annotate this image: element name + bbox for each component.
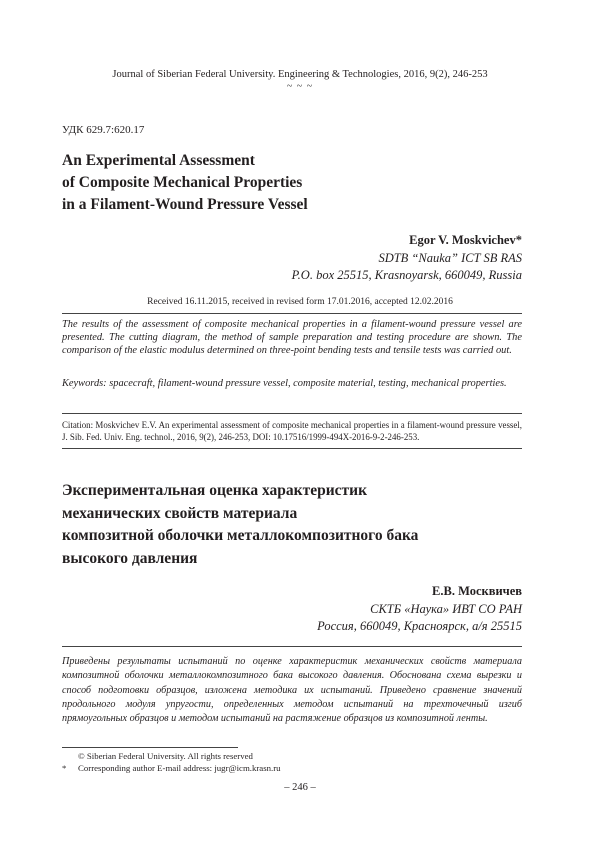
footnote-mark [62, 751, 78, 763]
title-ru-line: механических свойств материала [62, 504, 298, 522]
author-name-en: Egor V. Moskvichev* [409, 233, 522, 247]
footnote-mark: * [62, 762, 67, 773]
author-name-ru: Е.В. Москвичев [432, 584, 522, 598]
author-block-ru [317, 583, 522, 636]
abstract-en: The results of the assessment of composite mechanical properties in a filament-wound pressure vessel are presented. The cutting diagram, the method of sample preparation and testing procedure are shown. The comparison of the elastic modulus determined on three-point bending tests and tensile tests was carried out. [62, 319, 522, 357]
header-separator: ~ ~ ~ [286, 81, 314, 92]
title-en-line: of Composite Mechanical Properties [62, 174, 303, 191]
footnotes [62, 751, 281, 774]
journal-header: Journal of Siberian Federal University. Engineering & Technologies, 2016, 9(2), 246-253 [112, 69, 488, 80]
divider [62, 413, 522, 414]
received-dates: Received 16.11.2015, received in revised form 17.01.2016, accepted 12.02.2016 [147, 297, 453, 307]
footnote-text: Corresponding author E-mail address: jugr@icm.krasn.ru [78, 762, 281, 773]
divider [62, 448, 522, 449]
footnote-text: © Siberian Federal University. All rights reserved [78, 751, 253, 761]
footnote-corresponding [62, 763, 281, 775]
divider [62, 646, 522, 647]
footnote-divider [62, 747, 238, 748]
divider [62, 313, 522, 314]
title-ru-line: Экспериментальная оценка характеристик [62, 482, 367, 499]
title-en-line: An Experimental Assessment [62, 152, 255, 169]
title-ru-line: композитной оболочки металлокомпозитного бака [62, 527, 419, 544]
title-ru-line: высокого давления [62, 549, 198, 567]
affiliation-en-line: P.O. box 25515, Krasnoyarsk, 660049, Russia [291, 268, 522, 282]
abstract-ru: Приведены результаты испытаний по оценке характеристик механических свойств материала композитной оболочки металлокомпозитного бака высокого давления. Обоснована схема вырезки и способ подготовки образцов, изложена методика их испытаний. Приведено сравнение значений продольного модуля упругости, определенных методом испытаний на трехточечный изгиб прямоугольных образцов и методом испытаний на растяжение образцов из композитной ленты. [62, 656, 522, 725]
keywords-en: Keywords: spacecraft, filament-wound pressure vessel, composite material, testing, mechanical properties. [62, 378, 507, 389]
article-title-ru [62, 480, 418, 570]
affiliation-ru-line: СКТБ «Наука» ИВТ СО РАН [370, 601, 522, 616]
citation: Citation: Moskvichev E.V. An experimental assessment of composite mechanical properties in a filament-wound pressure vessel, J. Sib. Fed. Univ. Eng. technol., 2016, 9(2), 246-253, DOI: 10.17516/1999-494X-2016-9-2-246-253. [62, 420, 522, 442]
affiliation-ru-line: Россия, 660049, Красноярск, а/я 25515 [317, 619, 522, 633]
udk-code: УДК 629.7:620.17 [62, 124, 145, 136]
footnote-copyright [62, 751, 281, 763]
page-number: – 246 – [284, 782, 316, 793]
article-title-en [62, 150, 308, 216]
author-block-en [292, 232, 522, 285]
affiliation-en-line: SDTB “Nauka” ICT SB RAS [378, 250, 522, 265]
title-en-line: in a Filament-Wound Pressure Vessel [62, 196, 308, 213]
